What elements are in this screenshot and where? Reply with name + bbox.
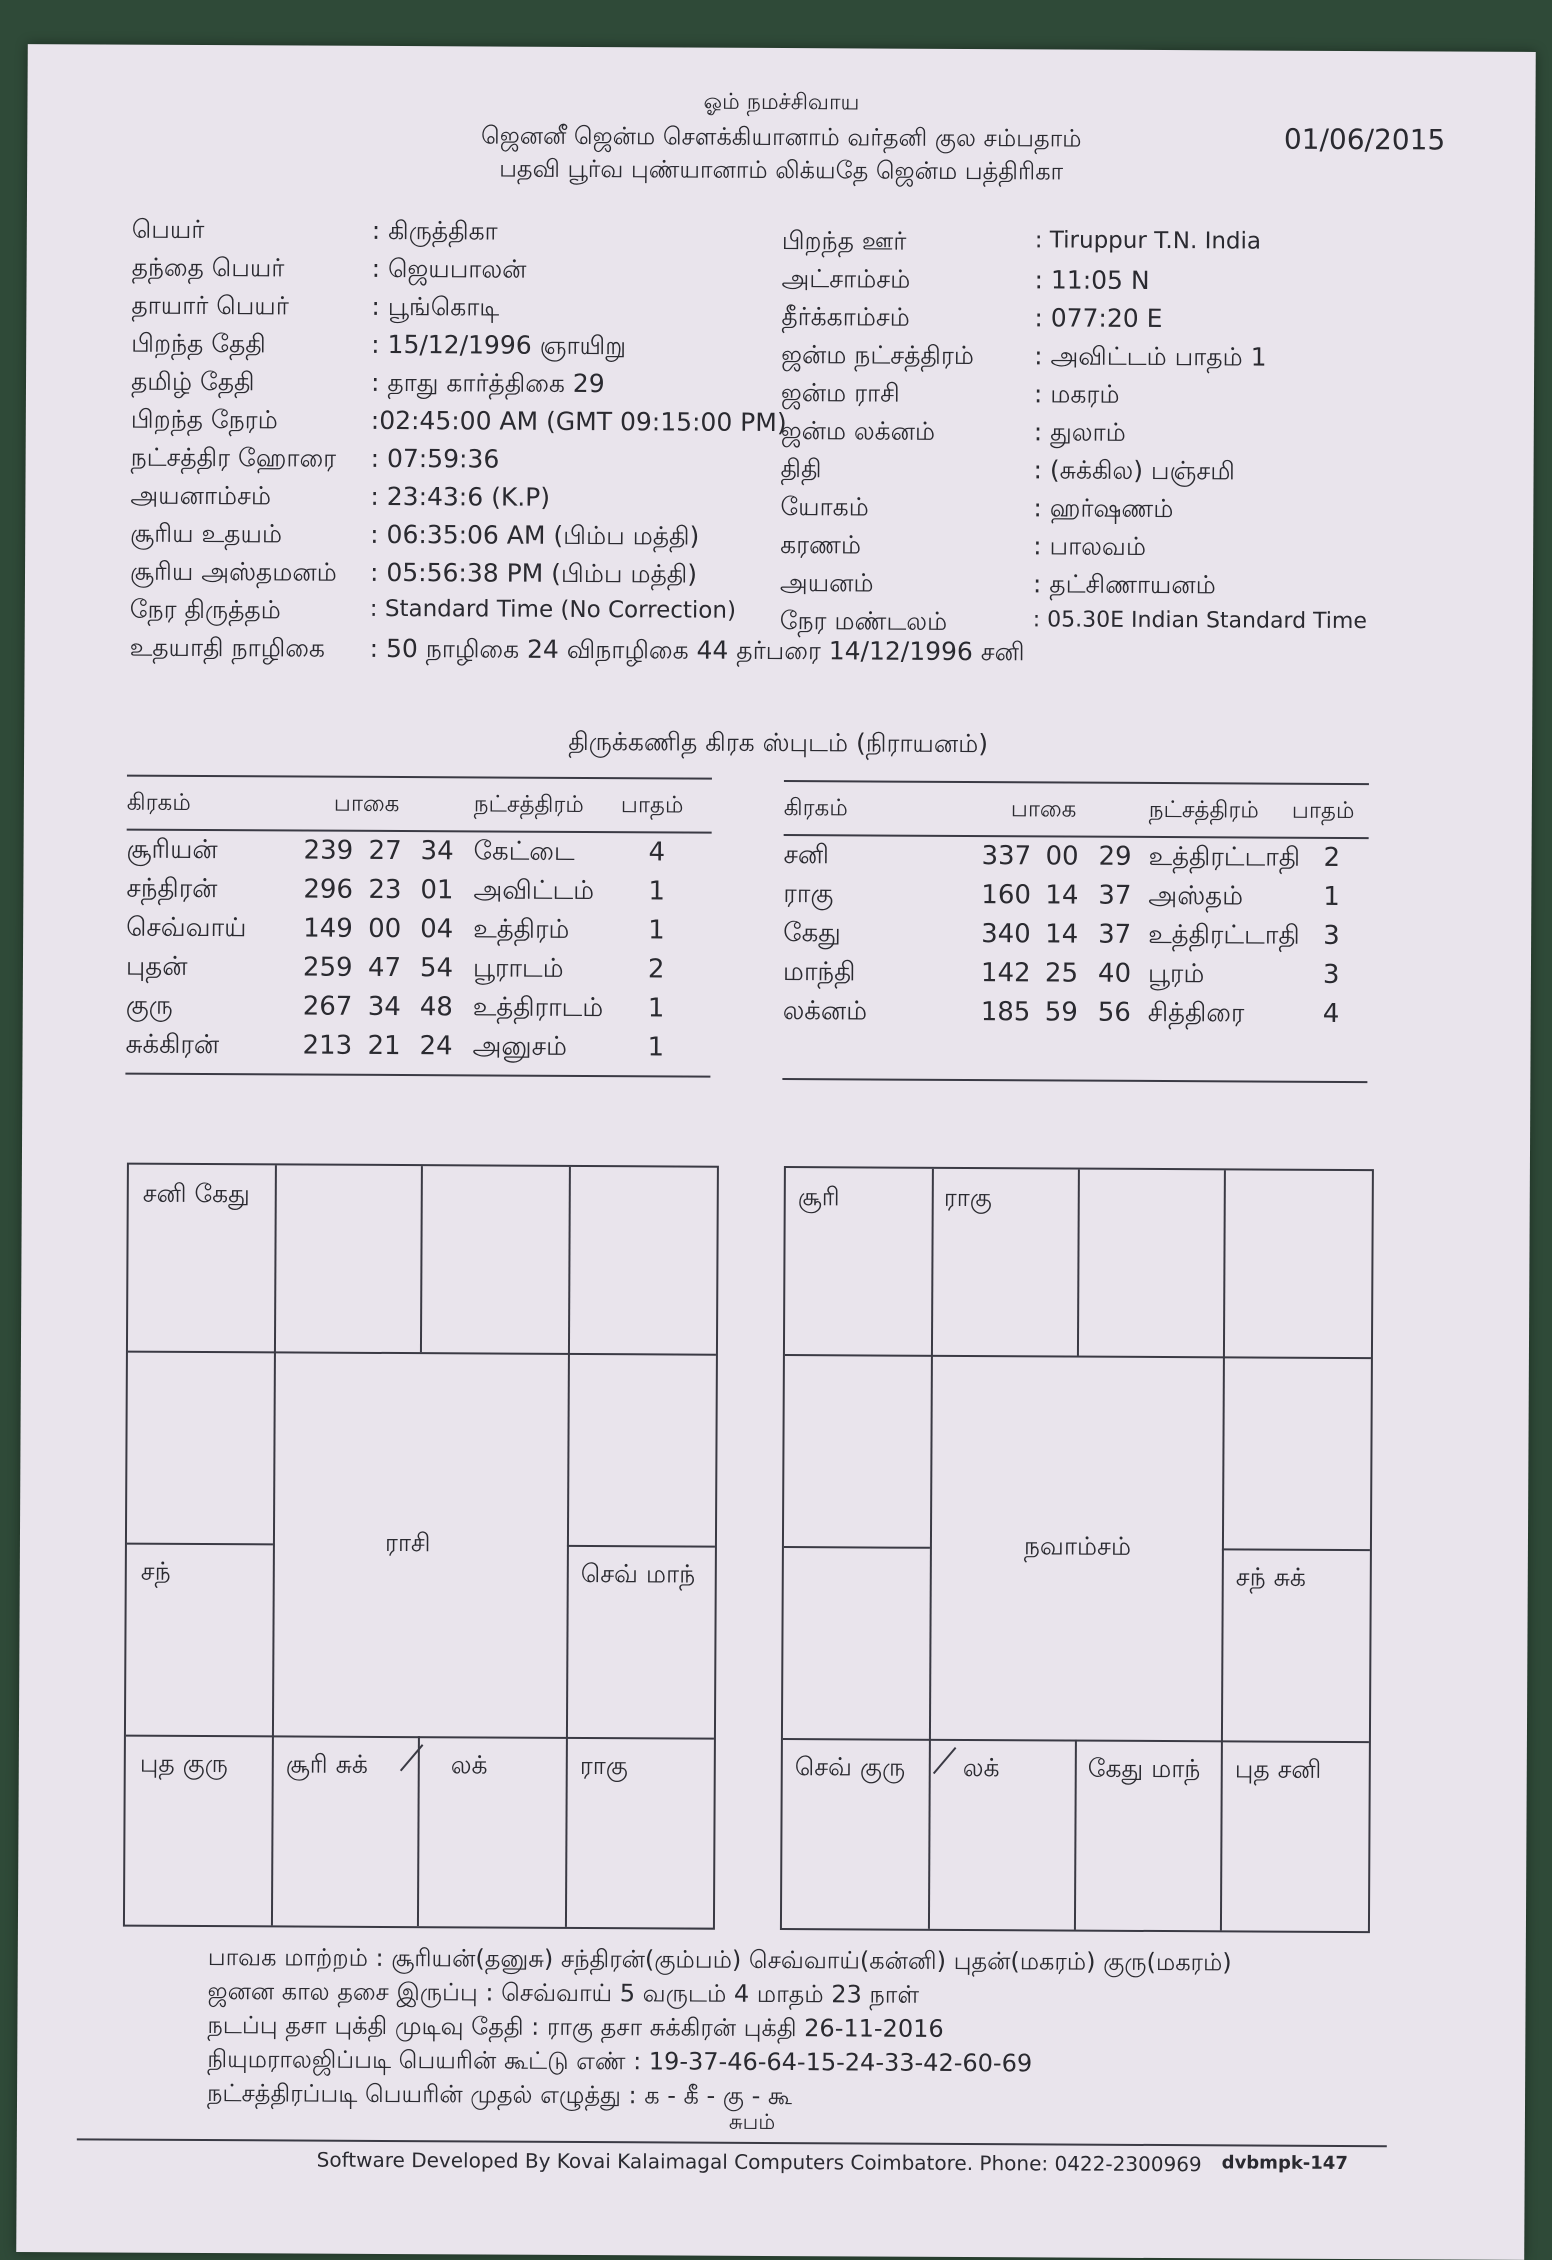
column-header: பாகை [333,790,400,818]
nakshatra-name: அஸ்தம் [1148,880,1244,912]
detail-value: : கிருத்திகா [371,215,498,246]
document-date: 01/06/2015 [1283,122,1446,157]
planet-name: புதன் [125,951,188,982]
degree-value: 00 [368,913,402,945]
rasi-chart [123,1163,719,1930]
detail-value: : அவிட்டம் பாதம் 1 [1034,341,1267,372]
nakshatra-name: பூராடம் [472,953,564,984]
degree-value: 37 [1098,919,1132,950]
degree-value: 340 [981,919,1031,950]
navamsa-house-text: சூரி [797,1182,840,1212]
detail-value: : 05.30E Indian Standard Time [1032,607,1367,635]
column-header: பாதம் [620,792,684,819]
pada-value: 1 [1323,881,1340,912]
detail-label: திதி [780,454,822,484]
column-header: கிரகம் [783,795,848,822]
degree-value: 34 [420,836,454,867]
footer-line: நட்சத்திரப்படி பெயரின் முதல் எழுத்து : க - கீ - கு - கூ [206,2079,793,2111]
detail-value: : துலாம் [1033,417,1126,447]
planet-name: சூரியன் [126,834,218,866]
detail-value: : 05:56:38 PM (பிம்ப மத்தி) [369,557,698,589]
nakshatra-name: உத்திராடம் [472,992,604,1024]
column-header: பாதம் [1291,797,1355,825]
detail-value: : தாது கார்த்திகை 29 [370,367,605,399]
detail-label: தாயார் பெயர் [131,290,289,321]
detail-value: : 15/12/1996 ஞாயிறு [371,329,627,361]
planet-name: மாந்தி [782,957,856,988]
detail-label: நட்சத்திர ஹோரை [130,442,337,473]
detail-value: : பாலவம் [1033,531,1147,561]
column-header: கிரகம் [126,789,191,816]
detail-label: அயனம் [779,568,874,598]
column-header: பாகை [1010,796,1077,823]
detail-value: : (சுக்கில) பஞ்சமி [1033,455,1235,486]
degree-value: 54 [419,953,454,984]
navamsa-house-text: லக் [962,1752,1000,1783]
degree-value: 25 [1044,958,1079,989]
detail-value: : 07:59:36 [370,443,500,474]
degree-value: 337 [981,841,1032,872]
detail-label: ஜன்ம ராசி [780,378,900,408]
detail-value: : 077:20 E [1034,303,1163,334]
pada-value: 1 [648,876,665,907]
nakshatra-name: அவிட்டம் [473,875,595,907]
degree-value: 29 [1098,841,1132,872]
nakshatra-name: உத்திரம் [473,914,570,945]
degree-value: 160 [981,880,1032,911]
detail-value: : 50 நாழிகை 24 விநாழிகை 44 தர்பரை 14/12/1996 சனி [369,633,1025,667]
planet-name: ராகு [783,879,834,910]
detail-label: ஜன்ம நட்சத்திரம் [781,340,974,371]
degree-value: 213 [302,1030,353,1061]
footer-line: நடப்பு தசா புக்தி முடிவு தேதி : ராகு தசா சுக்கிரன் புக்தி 26-11-2016 [207,2011,944,2043]
footer-line: நியுமராலஜிப்படி பெயரின் கூட்டு எண் : 19-37-46-64-15-24-33-42-60-69 [207,2045,1033,2078]
planet-name: லக்னம் [782,996,868,1027]
degree-value: 24 [419,1031,453,1062]
detail-label: பிறந்த தேதி [131,328,266,359]
pada-value: 3 [1323,920,1340,951]
pada-value: 1 [647,1032,665,1063]
detail-label: பிறந்த நேரம் [130,404,278,435]
degree-value: 14 [1045,919,1079,950]
pada-value: 1 [647,993,665,1024]
document-code: dvbmpk-147 [1221,2152,1348,2175]
degree-value: 21 [367,1030,401,1062]
detail-label: தீர்க்காம்சம் [781,302,910,332]
rasi-house-text: லக் [450,1750,488,1780]
navamsa-house-text: செவ் குரு [794,1752,906,1782]
detail-value: : மகரம் [1033,379,1120,409]
header-line-1: ஓம் நமச்சிவாய [703,89,860,116]
degree-value: 40 [1097,958,1132,989]
pada-value: 4 [648,837,666,868]
footer-line: ஜனன கால தசை இருப்பு : செவ்வாய் 5 வருடம் 4 மாதம் 23 நாள் [207,1977,920,2009]
detail-value: : ஹர்ஷணம் [1033,493,1174,524]
nakshatra-name: அனுசம் [472,1031,568,1062]
detail-label: சூரிய உதயம் [130,518,283,549]
pada-value: 4 [1322,998,1340,1029]
detail-value: : ஜெயபாலன் [371,253,527,284]
degree-value: 23 [368,874,402,906]
pada-value: 3 [1322,959,1340,990]
footer-subham: சுபம் [728,2109,776,2135]
detail-label: யோகம் [780,492,869,522]
degree-value: 59 [1044,997,1078,1028]
horoscope-sheet [16,44,1536,2260]
detail-label: தந்தை பெயர் [131,252,285,283]
degree-value: 56 [1097,997,1131,1028]
detail-label: பிறந்த ஊர் [781,226,907,256]
planet-name: சனி [783,840,830,871]
degree-value: 04 [420,914,454,945]
navamsa-chart [780,1166,1374,1933]
detail-label: அயனாம்சம் [130,480,272,511]
detail-value: : 23:43:6 (K.P) [370,481,551,512]
rasi-house-text: செவ் மாந் [580,1558,696,1589]
detail-label: சூரிய அஸ்தமனம் [129,556,337,587]
footer-line: பாவக மாற்றம் : சூரியன்(தனுசு) சந்திரன்(கும்பம்) செவ்வாய்(கன்னி) புதன்(மகரம்) குரு(மகரம்) [207,1943,1232,1977]
pada-value: 2 [647,954,665,985]
planet-name: சந்திரன் [126,873,218,905]
header-line-3: பதவி பூர்வ புண்யானாம் லிக்யதே ஜென்ம பத்திரிகா [499,154,1064,186]
degree-value: 37 [1098,880,1132,911]
degree-value: 142 [980,958,1031,989]
navamsa-chart-title: நவாம்சம் [1023,1531,1132,1561]
rasi-chart-title: ராசி [384,1527,431,1558]
degree-value: 296 [303,874,354,905]
navamsa-house-text: புத சனி [1234,1754,1322,1784]
rasi-house-text: சந் [140,1556,171,1586]
planet-name: சுக்கிரன் [125,1029,220,1061]
nakshatra-name: உத்திரட்டாதி [1148,841,1301,873]
column-header: நட்சத்திரம் [1148,796,1259,824]
detail-label: நேர திருத்தம் [129,594,281,625]
detail-label: தமிழ் தேதி [130,366,255,397]
planet-name: செவ்வாய் [126,912,247,944]
navamsa-house-text: சந் சுக் [1235,1562,1306,1592]
rasi-house-text: சூரி சுக் [285,1749,369,1779]
header-line-2: ஜெனனீ ஜென்ம சௌக்கியானாம் வர்தனி குல சம்பதாம் [481,121,1082,153]
planet-name: குரு [125,990,173,1021]
degree-value: 259 [302,952,353,983]
navamsa-house-text: கேது மாந் [1087,1753,1201,1784]
nakshatra-name: பூரம் [1147,958,1205,990]
detail-value: :02:45:00 AM (GMT 09:15:00 PM) [370,405,787,438]
software-credit: Software Developed By Kovai Kalaimagal Computers Coimbatore. Phone: 0422-2300969 [316,2147,1202,2177]
navamsa-house-text: ராகு [943,1182,992,1213]
detail-label: நேர மண்டலம் [779,606,948,636]
degree-value: 239 [303,835,354,866]
detail-value: : தட்சிணாயனம் [1032,569,1216,600]
detail-value: : 11:05 N [1034,265,1150,295]
degree-value: 34 [367,991,401,1023]
pada-value: 1 [648,915,665,946]
degree-value: 47 [367,952,402,984]
rasi-house-text: சனி கேது [142,1178,250,1209]
degree-value: 48 [419,992,453,1023]
planet-table-title: திருக்கணித கிரக ஸ்புடம் (நிராயனம்) [568,726,989,759]
rasi-house-text: புத குரு [139,1748,228,1779]
detail-value: : Tiruppur T.N. India [1034,227,1262,255]
planet-name: கேது [783,918,841,949]
nakshatra-name: சித்திரை [1147,997,1245,1029]
detail-label: கரணம் [780,530,862,560]
degree-value: 27 [368,835,402,867]
detail-label: பெயர் [131,214,205,244]
degree-value: 00 [1045,841,1079,872]
degree-value: 01 [420,875,454,906]
detail-value: : பூங்கொடி [371,291,500,322]
detail-label: உதயாதி நாழிகை [129,632,325,663]
nakshatra-name: கேட்டை [473,836,575,867]
degree-value: 185 [980,997,1031,1028]
detail-value: : 06:35:06 AM (பிம்ப மத்தி) [370,519,700,551]
detail-label: ஜன்ம லக்னம் [780,416,936,446]
column-header: நட்சத்திரம் [473,791,584,818]
pada-value: 2 [1323,842,1341,873]
rasi-house-text: ராகு [579,1750,628,1781]
nakshatra-name: உத்திரட்டாதி [1148,919,1300,951]
detail-value: : Standard Time (No Correction) [369,595,737,624]
degree-value: 149 [303,913,353,944]
detail-label: அட்சாம்சம் [781,264,911,294]
degree-value: 267 [302,991,353,1022]
degree-value: 14 [1045,880,1079,911]
